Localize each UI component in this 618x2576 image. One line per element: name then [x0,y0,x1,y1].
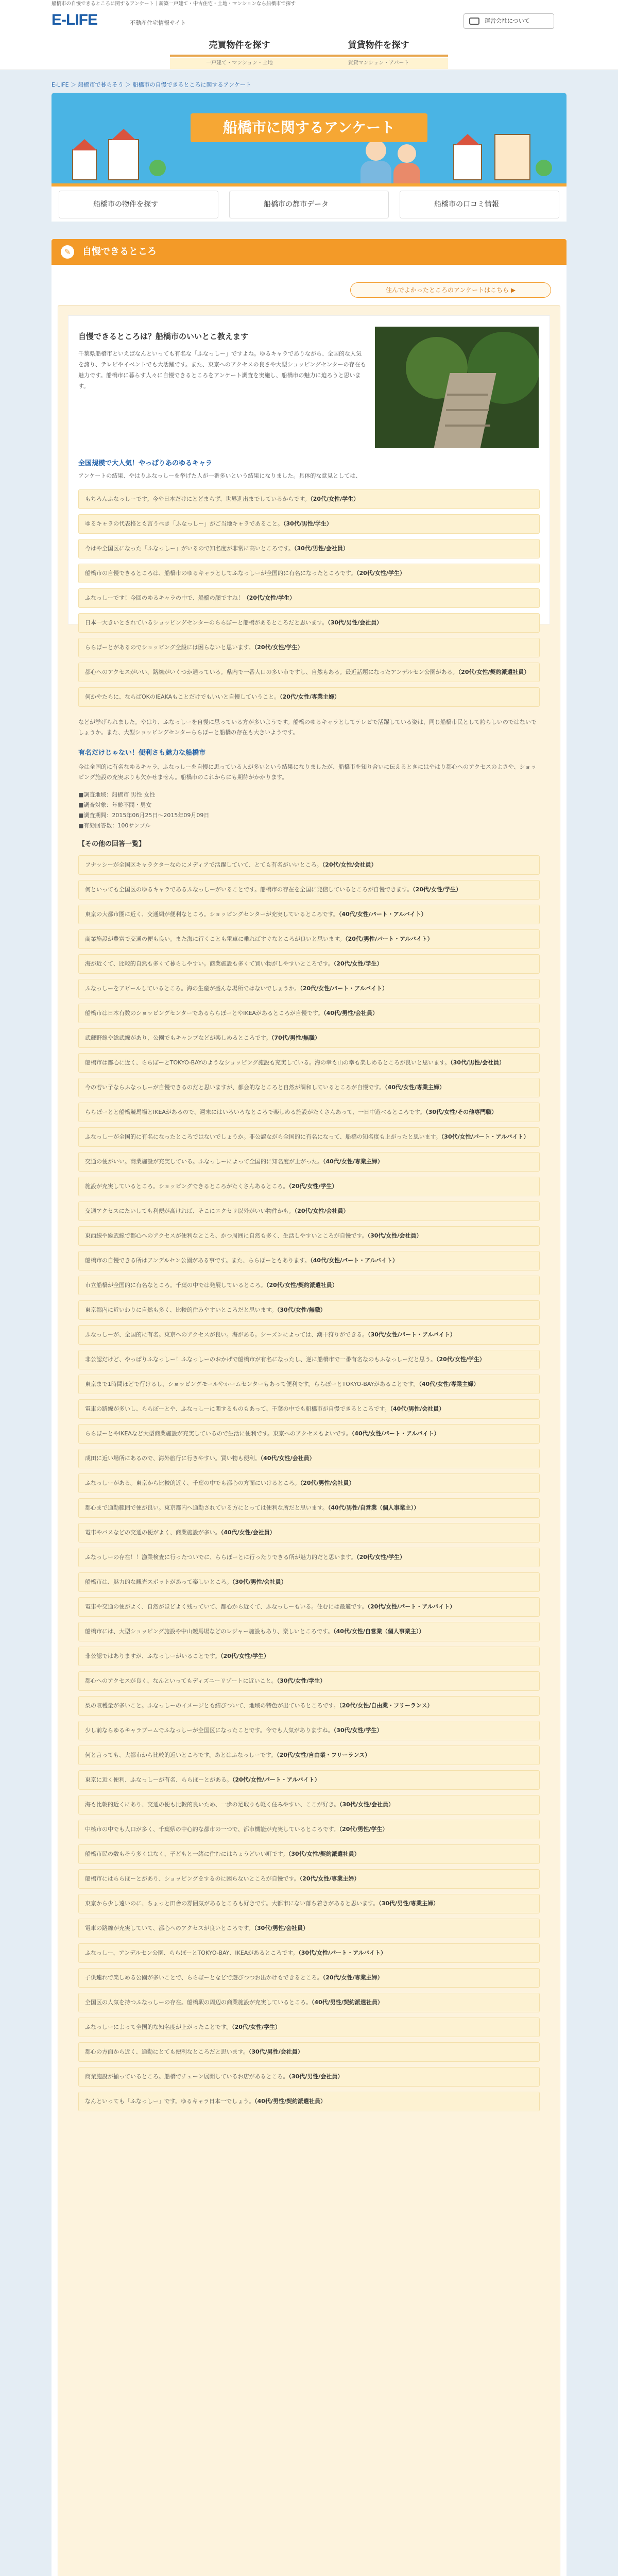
answer-text: 商業施設が豊富で交通の便も良い。また海に行くことも電車に乗ればすぐなところが良いと思います。 [85,936,346,942]
answer-respondent: （20代/女性/学生） [310,496,359,502]
nav-search-properties[interactable] [59,191,218,218]
answer-text: ふなっしーが全国的に有名になったところではないでしょうか。非公認ながら全国的に有名になって、船橋の知名度も上がったと思います。 [85,1133,441,1140]
main-tabs [170,36,448,69]
answer-text: 海も比較的近くにあり、交通の便も比較的良いため、一歩の足取りも軽く住みやすい、ここが好き。 [85,1801,340,1808]
answer-text: 東京の大都市圏に近く、交通網が便利なところ。ショッピングセンターが充実しているところです。 [85,911,339,918]
answer-text: 非公認だけど、やっぱりふなっしー！ふなっしーのおかげで船橋市が有名になったし、逆に船橋市で一番有名なのもふなっしーだと思う。 [85,1356,436,1363]
answer-respondent: （20代/女性/会社員） [294,1208,349,1214]
answer-text: 成田に近い場所にあるので、海外旅行に行きやすい。買い物も便利。 [85,1455,261,1462]
house-illustration [108,139,139,180]
roof-illustration [72,139,97,150]
tab-buy-sub: 一戸建て・マンション・土地 [170,58,309,69]
answer-item [78,1251,540,1270]
company-button[interactable] [464,13,554,29]
answer-text: 船橋市民の数もそう多くはなく、子どもと一緒に住むにはちょうどいい町です。 [85,1851,288,1857]
answer-text: ふなっしーです！今回のゆるキャラの中で、船橋の顔ですね！ [85,595,244,601]
answer-respondent: （20代/女性/学生） [333,960,383,967]
answer-text: 電車や交通の便がよく、自然がほどよく残っていて、都心から近くて、ふなっしーもいる。住むには最適です。 [85,1603,368,1610]
answer-text: ふなっしー、アンデルセン公園、ららぽーとTOKYO-BAY、IKEAがあるところです。 [85,1950,299,1956]
answer-text: ららぽーとがあるのでショッピング全般には困らないと思います。 [85,644,254,651]
answer-respondent: （30代/女性/学生） [277,1677,326,1684]
intro-text: 千葉県船橋市といえばなんといっても有名な「ふなっしー」ですよね。ゆるキャラでありながら、全国的な人気を誇り、テレビやイベントでも大活躍です。また、東京へのアクセスの良さや大型ショッピングセンターの存在も魅力です。船橋市に暮らす人々に自慢できるところをアンケート調査を実施し、船橋市の魅力に迫ろうと思います。 [78,350,366,389]
answer-respondent: （20代/女性/契約派遣社員） [458,669,530,675]
intro-title: 自慢できるところは？船橋市のいいとこ教えます [78,332,249,341]
section-header [52,239,566,265]
answer-respondent: （30代/男性/専業主婦） [379,1900,439,1907]
answer-item [78,1004,540,1023]
answer-item [78,1152,540,1172]
building-illustration [494,134,530,180]
answer-respondent: （20代/女性/学生） [413,886,462,893]
answer-item [78,1375,540,1394]
answer-respondent: （20代/女性/専業主婦） [299,1875,360,1882]
answer-item [78,2042,540,2062]
answer-respondent: （30代/男性/会社員） [232,1579,287,1585]
answer-respondent: （40代/男性/会社員） [390,1405,445,1412]
answer-text: 東京都内に近いわりに自然も多く、比較的住みやすいところだと思います。 [85,1307,277,1313]
answer-item [78,929,540,949]
answer-text: 船橋市には、大型ショッピング施設や中山競馬場などのレジャー施設もあり、楽しいところです。 [85,1628,334,1635]
answer-text: ふなっしーによって全国的な知名度が上がったことです。 [85,2024,232,2030]
answer-text: 非公認ではありますが、ふなっしーがいることです。 [85,1653,221,1659]
answer-item [78,489,540,509]
survey-meta-area: ■調査地域：船橋市 男性 女性 [78,791,156,798]
answer-respondent: （30代/男性/会社員） [450,1059,505,1066]
tab-rent-sub: 賃貸マンション・アパート [309,58,448,69]
tree-illustration [536,160,552,176]
answer-text: ゆるキャラの代表格とも言うべき「ふなっしー」がご当地キャラであること。 [85,520,283,527]
answer-item [78,1869,540,1889]
answer-item [78,905,540,924]
answer-item [78,1993,540,2012]
answer-respondent: （40代/男性/自営業（個人事業主）） [328,1504,420,1511]
answer-item [78,1399,540,1419]
answer-respondent: （30代/男性/学生） [283,520,332,527]
answer-respondent: （30代/女性/無職） [277,1307,326,1313]
person-illustration [360,161,391,183]
answer-text: 船橋市の自慢できるところは、船橋市のゆるキャラとしてふなっしーが全国的に有名になったところです。 [85,570,357,577]
document-icon: ▤ [242,199,250,209]
answer-text: ふなっしーをアピールしているところ。海の生産が盛んな場所ではないでしょうか。 [85,985,300,992]
answer-respondent: （40代/男性/契約派遣社員） [312,1999,383,2006]
answer-item [78,687,540,707]
answer-item [78,1820,540,1839]
pencil-icon: ✎ [61,245,74,259]
answer-respondent: （30代/男性/会社員） [288,2073,344,2080]
nav-label: 船橋市の物件を探す [93,200,158,209]
answer-respondent: （30代/男性/会社員） [248,2048,303,2055]
answer-text: 船橋市の自慢できる所はアンデルセン公園がある事です。また、ららぽーともあります。 [85,1257,311,1264]
answer-respondent: （20代/女性/自由業・フリーランス） [277,1752,371,1758]
answer-respondent: （40代/女性/パート・アルバイト） [351,1430,440,1437]
answers-heading: 【その他の回答一覧】 [78,840,146,848]
answer-text: 今の若い子ならふなっしーが自慢できるのだと思いますが、都会的なところと自然が調和しているところが自慢です。 [85,1084,385,1091]
answer-text: ふなっしーが、全国的に有名。東京へのアクセスが良い。海がある。シーズンによっては、潮干狩りができる。 [85,1331,368,1338]
answer-respondent: （40代/女性/会社員） [220,1529,276,1536]
answer-item [78,1894,540,1913]
answer-text: 船橋市にはららぽーとがあり、ショッピングをするのに困らないところが自慢です。 [85,1875,300,1882]
answer-respondent: （20代/女性/学生） [436,1356,485,1363]
answer-text: 都心まで通勤範囲で便が良い。東京都内へ通勤されている方にとっては便利な所だと思います。 [85,1504,328,1511]
answer-text: 梨の収穫量が多いこと。ふなっしーのイメージとも結びついて、地域の特色が出ているところです。 [85,1702,339,1709]
answer-respondent: （30代/女性/その他専門職） [425,1109,497,1115]
hero-title: 船橋市に関するアンケート [191,113,427,142]
answer-text: フナッシーが全国区キャラクターなのにメディアで活躍していて、とても有名がいいところ。 [85,861,322,868]
answer-item [78,1968,540,1988]
answer-item [78,588,540,608]
answer-text: 何といっても全国区のゆるキャラであるふなっしーがいることです。船橋市の存在を全国に発信しているところが自慢できます。 [85,886,413,893]
answer-item [78,1177,540,1196]
answer-item [78,564,540,583]
answer-text: 武蔵野線や総武線があり、公園でもキャンプなどが楽しめるところです。 [85,1035,272,1041]
answer-respondent: （40代/男性/契約派遣社員） [254,2098,326,2105]
survey-meta-period: ■調査期間：2015年06月25日～2015年09月09日 [78,812,210,819]
answer-item [78,539,540,558]
answer-item [78,1498,540,1518]
answer-text: 交通アクセスにたいしても利便が高ければ、そこにエクセリ以外がいい物件かも。 [85,1208,295,1214]
answer-respondent: （40代/女性/専業主婦） [419,1381,479,1387]
survey-meta-target: ■調査対象：年齢不問・男女 [78,802,152,808]
answer-respondent: （20代/男性/学生） [339,1826,388,1833]
answer-item [78,2092,540,2111]
answer-respondent: （40代/女性/自営業（個人事業主）） [333,1628,425,1635]
answer-respondent: （40代/女性/パート・アルバイト） [310,1257,398,1264]
answer-respondent: （40代/女性/会社員） [260,1455,315,1462]
answer-item [78,1325,540,1345]
answer-respondent: （40代/女性/専業主婦） [323,1158,383,1165]
answer-respondent: （30代/男性/会社員） [254,1925,309,1931]
answer-item [78,1424,540,1444]
answer-item [78,1548,540,1567]
person-illustration [393,163,420,183]
roof-illustration [455,134,480,145]
answer-item [78,1053,540,1073]
answer-item [78,1350,540,1369]
answer-respondent: （20代/女性/学生） [356,570,405,577]
top-info-bar: 船橋市の自慢できるところに関するアンケート｜新築一戸建て・中古住宅・土地・マンションなら船橋市で探す [0,0,618,8]
answer-item [78,1572,540,1592]
answer-respondent: （30代/男性/会社員） [294,545,349,552]
answer-respondent: （40代/女性/専業主婦） [385,1084,445,1091]
answer-item [78,1943,540,1963]
answer-text: 電車やバスなどの交通の便がよく、商業施設が多い。 [85,1529,221,1536]
answer-item [78,1770,540,1790]
answer-respondent: （30代/女性/パート・アルバイト） [441,1133,529,1140]
answer-text: 船橋市は日本有数のショッピングセンターであるららぽーとやIKEAがあるところが自慢です。 [85,1010,324,1016]
answer-respondent: （30代/男性/会社員） [328,619,383,626]
breadcrumb[interactable]: E-LIFE ＞ 船橋市で暮らそう ＞ 船橋市の自慢できるところに関するアンケート [52,81,251,88]
answer-text: ふなっしーがある。東京から比較的近く、千葉の中でも都心の方面にいけるところ。 [85,1480,300,1486]
answer-item [78,1028,540,1048]
section-title: 自慢できるところ [82,246,157,257]
roof-illustration [111,129,136,140]
answer-text: 船橋市は、魅力的な観光スポットがあって楽しいところ。 [85,1579,232,1585]
answer-text: ふなっしーの存在！！漁業検査に行ったついでに、ららぽーとに行ったりできる所が魅力的だと思います。 [85,1554,357,1561]
answer-item [78,1449,540,1468]
answer-item [78,1523,540,1543]
survey-meta-count: ■有効回答数：100サンプル [78,822,151,829]
tree-illustration [149,160,166,176]
answer-respondent: （30代/女性/会社員） [367,1232,422,1239]
answer-respondent: （30代/女性/パート・アルバイト） [368,1331,456,1338]
answer-item [78,1103,540,1122]
answer-item [78,2018,540,2037]
answer-respondent: （20代/男性/会社員） [300,1480,355,1486]
company-icon [469,18,479,25]
answer-text: 東京に近く便利、ふなっしーが有名、ららぽーとがある。 [85,1776,232,1783]
answer-respondent: （20代/女性/契約派遣社員） [266,1282,338,1289]
answer-text: 交通の便がいい。商業施設が充実している。ふなっしーによって全国的に知名度が上がった。 [85,1158,323,1165]
logo-subtitle: 不動産住宅情報サイト [130,20,186,26]
answer-text: なんといっても「ふなっしー」です。ゆるキャラ日本一でしょう。 [85,2098,255,2105]
answer-item [78,1844,540,1864]
answer-item [78,663,540,682]
answer-item [78,1795,540,1815]
answer-item [78,2067,540,2087]
answer-item [78,1201,540,1221]
more-survey-button[interactable]: 住んでよかったところのアンケートはこちら ▶ [350,282,551,298]
second-heading: 有名だけじゃない！便利さも魅力な船橋市 [78,749,206,757]
answer-item [78,1671,540,1691]
answer-respondent: （20代/女性/学生） [356,1554,405,1561]
nav-label: 船橋市の都市データ [264,200,329,209]
answer-text: 施設が充実しているところ。ショッピングできるところがたくさんあるところ。 [85,1183,289,1190]
answer-item [78,979,540,998]
answer-item [78,954,540,974]
answer-item [78,1300,540,1320]
nav-label: 船橋市の口コミ情報 [434,200,499,209]
answer-respondent: （20代/女性/学生） [220,1653,269,1659]
answer-item [78,1622,540,1641]
answer-respondent: （20代/女性/会社員） [322,861,377,868]
tab-buy-label: 売買物件を探す [209,40,270,50]
answer-item [78,638,540,657]
company-button-label: 運営会社について [485,18,530,24]
nav-city-data[interactable] [229,191,389,218]
answer-text: 船橋市は都心に近く、ららぽーとTOKYO-BAYのようなショッピング施設も充実している。海の幸も山の幸も楽しめるところが良いと思います。 [85,1059,451,1066]
answer-item [78,1647,540,1666]
answer-respondent: （20代/女性/自由業・フリーランス） [339,1702,433,1709]
answer-item [78,1078,540,1097]
answer-respondent: （20代/女性/パート・アルバイト） [367,1603,456,1610]
answer-text: ららぽーとやIKEAなど大型商業施設が充実しているので生活に便利です。東京へのアクセスもよいです。 [85,1430,352,1437]
answer-text: もちろんふなっしーです。今や日本だけにとどまらず、世界進出までしているからです。 [85,496,311,502]
middle-text-2: 今は全国的に有名なゆるキャラ、ふなっしーを自慢に思っている人が多いという結果になりましたが、船橋市を知り合いに伝えるときにはやはり都心へのアクセスのよさや、ショッピング施設の充実ぶりも欠かせません。船橋市のこれからにも期待がかかります。 [78,764,537,781]
answer-item [78,1226,540,1246]
middle-text-1: などが挙げられました。やはり、ふなっしーを自慢に思っている方が多いようです。船橋のゆるキャラとしてテレビで活躍している姿は、同じ船橋市民として誇らしいのではないでしょうか。また、大型ショッピングセンターららぽーと船橋の存在も大きいようです。 [78,719,537,736]
answer-respondent: （20代/女性/学生） [254,644,303,651]
house-illustration [72,149,97,180]
person-illustration [398,144,416,163]
answer-text: 何と言っても、大都市から比較的近いところです。あとはふなっしーです。 [85,1752,277,1758]
answer-text: 都心へのアクセスがいい、路線がいくつか通っている。県内で一番人口の多い市ですし、自然もある。最近話題になったアンデルセン公園がある。 [85,669,458,675]
answer-respondent: （30代/女性/契約派遣社員） [288,1851,360,1857]
answer-respondent: （20代/女性/パート・アルバイト） [300,985,388,992]
answer-item [78,1473,540,1493]
answer-item [78,855,540,875]
tab-rent[interactable] [309,36,448,66]
answer-respondent: （20代/女性/学生） [288,1183,338,1190]
tab-rent-label: 賃貸物件を探す [348,40,409,50]
answer-text: 何かやたらに、ならばOKのIEAKAもことだけでもいいと自慢していうこと。 [85,693,280,700]
answer-text: 少し前ならゆるキャラブームでふなっしーが全国区になったことです。今でも人気がありますね。 [85,1727,334,1734]
overview-text: アンケートの結果、やはりふなっしーを挙げた人が一番多いという結果になりました。具体的な意見としては、 [78,472,362,479]
answer-respondent: （40代/女性/パート・アルバイト） [338,911,427,918]
tab-buy[interactable] [170,36,309,66]
answer-text: 電車の路線が充実していて、都心へのアクセスが良いところです。 [85,1925,254,1931]
nav-reviews[interactable] [400,191,559,218]
answer-text: 海が近くて、比較的自然も多くて暮らしやすい。商業施設も多くて買い物がしやすいところです。 [85,960,334,967]
person-illustration [366,140,386,161]
answer-respondent: （20代/女性/学生） [243,595,296,601]
answer-respondent: （70代/男性/無職） [271,1035,320,1041]
answer-respondent: （30代/女性/学生） [333,1727,383,1734]
answer-text: 商業施設が揃っているところ。船橋でチェーン展開しているお店があるところ。 [85,2073,289,2080]
answer-respondent: （40代/男性/会社員） [323,1010,379,1016]
answer-item [78,1597,540,1617]
answer-item [78,1127,540,1147]
answer-text: 今はや全国区になった「ふなっしー」がいるので知名度が非常に高いところです。 [85,545,295,552]
answer-respondent: （20代/女性/専業主婦） [322,1974,383,1981]
answer-text: 市立船橋が全国的に有名なところ。千葉の中では発展しているところ。 [85,1282,266,1289]
answer-respondent: （20代/女性/パート・アルバイト） [232,1776,320,1783]
answer-item [78,613,540,633]
answer-item [78,1721,540,1740]
answer-item [78,1919,540,1938]
answer-text: 東京まで1時間ほどで行けるし、ショッピングモールやホームセンターもあって便利です。ららぽーとTOKYO-BAYがあることです。 [85,1381,419,1387]
answer-respondent: （30代/女性/パート・アルバイト） [298,1950,386,1956]
area-nav [52,183,566,222]
site-logo[interactable]: E-LIFE [52,11,97,28]
answer-respondent: （30代/女性/会社員） [339,1801,394,1808]
answer-item [78,1276,540,1295]
answer-item [78,880,540,900]
answer-item [78,514,540,534]
answer-respondent: （20代/女性/専業主婦） [280,693,340,700]
search-icon: ⌕ [73,199,78,209]
answer-respondent: （20代/男性/パート・アルバイト） [345,936,433,942]
answer-text: 全国区の人気を持つふなっしーの存在。船橋駅の周辺の商業施設が充実しているところ。 [85,1999,312,2006]
answer-text: 都心へのアクセスが良く、なんといってもディズニーリゾートに近いこと。 [85,1677,277,1684]
answer-text: 中核市の中でも人口が多く、千葉県の中心的な都市の一つで、都市機能が充実しているところです。 [85,1826,339,1833]
answer-item [78,1745,540,1765]
answer-text: 子供連れで楽しめる公園が多いことで、ららぽーとなどで遊びつつお出かけもできるところ。 [85,1974,323,1981]
overview-heading: 全国規模で大人気！やっぱりあのゆるキャラ [78,460,213,467]
answer-text: 日本一大きいとされているショッピングセンターのららぽーと船橋があるところだと思います。 [85,619,328,626]
answer-text: 都心の方面から近く、通勤にとても便利なところだと思います。 [85,2048,249,2055]
answer-item [78,1696,540,1716]
house-illustration [453,144,482,180]
answer-text: 東西線や総武線で都心へのアクセスが便利なところ、かつ周囲に自然も多く、生活しやすいところが自慢です。 [85,1232,368,1239]
chat-icon: … [413,199,421,209]
park-photo [375,327,539,448]
answer-text: ららぽーとと船橋競馬場とIKEAがあるので、週末にはいろいろなところで楽しめる施設がたくさんあって、一日中遊べるところです。 [85,1109,426,1115]
answer-text: 電車の路線が多いし、ららぽーとや、ふなっしーに関するものもあって、千葉の中でも船橋市が自慢できるところです。 [85,1405,390,1412]
answer-text: 東京から少し遠いのに、ちょっと田舎の雰囲気があるところも好きです。大都市にない落ち着きがあると思います。 [85,1900,379,1907]
answer-respondent: （20代/女性/学生） [232,2024,281,2030]
